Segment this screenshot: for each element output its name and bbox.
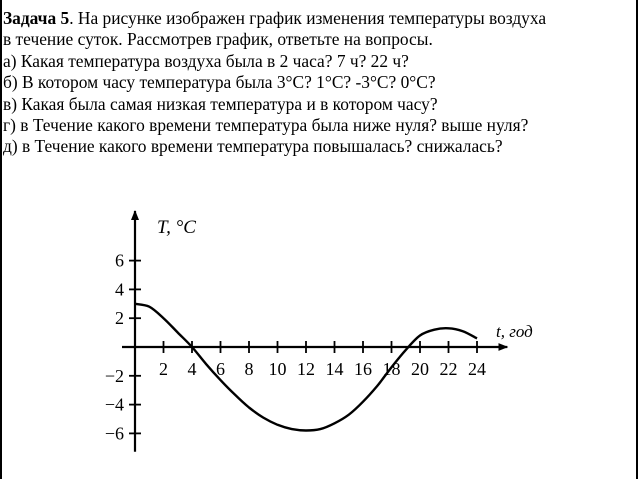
x-tick-label: 16 bbox=[354, 359, 372, 379]
x-tick-label: 4 bbox=[187, 359, 197, 379]
x-tick-label: 10 bbox=[268, 359, 287, 379]
x-tick-label: 24 bbox=[468, 359, 486, 379]
y-tick-label: 4 bbox=[115, 279, 124, 300]
x-tick-label: 2 bbox=[159, 359, 168, 379]
y-tick-label: −4 bbox=[104, 394, 124, 415]
question-e: д) в Течение какого времени температура повышалась? снижалась? bbox=[3, 136, 503, 157]
question-a: а) Какая температура воздуха была в 2 часа? 7 ч? 22 ч? bbox=[3, 50, 409, 71]
y-tick-label: 6 bbox=[115, 250, 124, 271]
x-tick-label: 12 bbox=[297, 359, 315, 379]
x-tick-label: 18 bbox=[382, 359, 401, 379]
task-intro-line-2: в течение суток. Рассмотрев график, ответьте на вопросы. bbox=[3, 29, 433, 50]
x-tick-label: 8 bbox=[244, 359, 254, 379]
question-b: б) В котором часу температура была 3°С? 1°С? -3°С? 0°С? bbox=[3, 72, 436, 93]
y-axis-label: T, °C bbox=[157, 217, 196, 238]
x-tick-label: 22 bbox=[439, 359, 458, 379]
y-tick-label: −2 bbox=[104, 365, 124, 386]
task-intro-part-1: . На рисунке изображен график изменения температуры воздуха bbox=[69, 8, 547, 28]
y-tick-label: −6 bbox=[104, 423, 124, 444]
question-d: г) в Течение какого времени температура была ниже нуля? выше нуля? bbox=[3, 115, 529, 136]
x-axis-label: t, год bbox=[496, 322, 533, 341]
x-tick-label: 14 bbox=[325, 359, 344, 379]
y-tick-label: 2 bbox=[115, 308, 124, 329]
x-tick-label: 20 bbox=[411, 359, 429, 379]
task-number: Задача 5 bbox=[3, 8, 70, 28]
x-tick-label: 6 bbox=[216, 359, 225, 379]
question-c: в) Какая была самая низкая температура и в котором часу? bbox=[3, 93, 438, 114]
